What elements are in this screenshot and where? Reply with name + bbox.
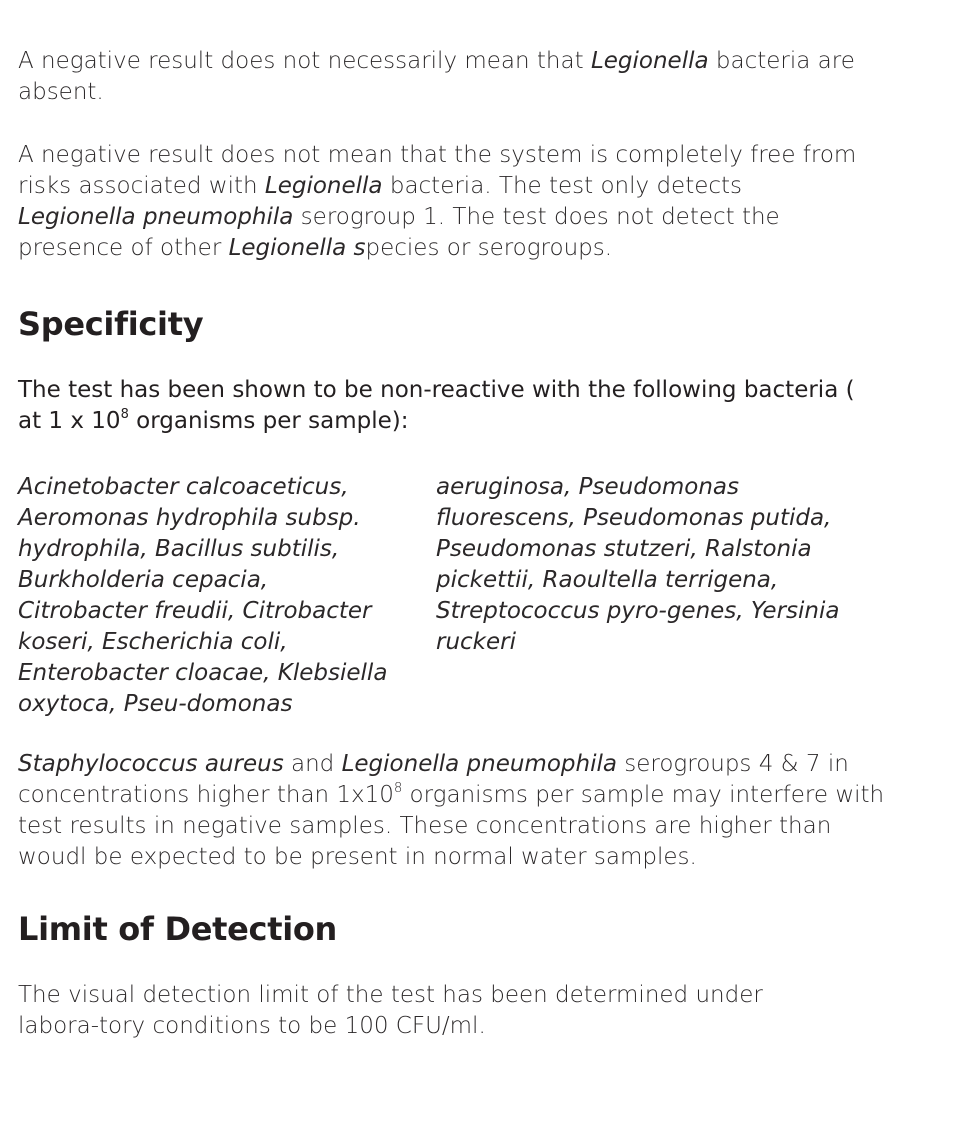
organism-list-left-column: Acinetobacter calcoaceticus, Aeromonas hydrophila subsp. hydrophila, Bacillus subtilis, Burkholderia cepacia, Citrobacter freudii, Citrobacter koseri, Escherichia coli, Enterobacter cloacae, Klebsiella oxytoca, Pseu-domonas — [18, 474, 388, 717]
negative-result-paragraph-2: A negative result does not mean that the system is completely free from risks associated with Legionella bacteria. The test only detects Legionella pneumophila serogroup 1. The test does not detect the presence of other Legionella species or serogroups. — [18, 142, 857, 261]
interference-paragraph: Staphylococcus aureus and Legionella pneumophila serogroups 4 & 7 in concentrations higher than $1x10^8$ organisms per sample may interfere with test results in negative samples. These concentrations are higher than woudl be expected to be present in normal water samples. — [18, 751, 885, 870]
specificity-intro: The test has been shown to be non-reactive with the following bacteria ( at 1 x $10^8$ organisms per sample): — [18, 377, 855, 434]
limit-of-detection-text: The visual detection limit of the test has been determined under labora-tory conditions to be 100 CFU/ml. — [18, 982, 763, 1039]
negative-result-paragraph-1: A negative result does not necessarily mean that Legionella bacteria are absent. — [18, 48, 855, 105]
specificity-heading: Specificity — [18, 305, 204, 343]
limit-of-detection-heading: Limit of Detection — [18, 910, 338, 948]
organism-list-right-column: aeruginosa, Pseudomonas fluorescens, Pseudomonas putida, Pseudomonas stutzeri, Ralstonia pickettii, Raoultella terrigena, Streptococcus pyro-genes, Yersinia ruckeri — [436, 474, 840, 655]
